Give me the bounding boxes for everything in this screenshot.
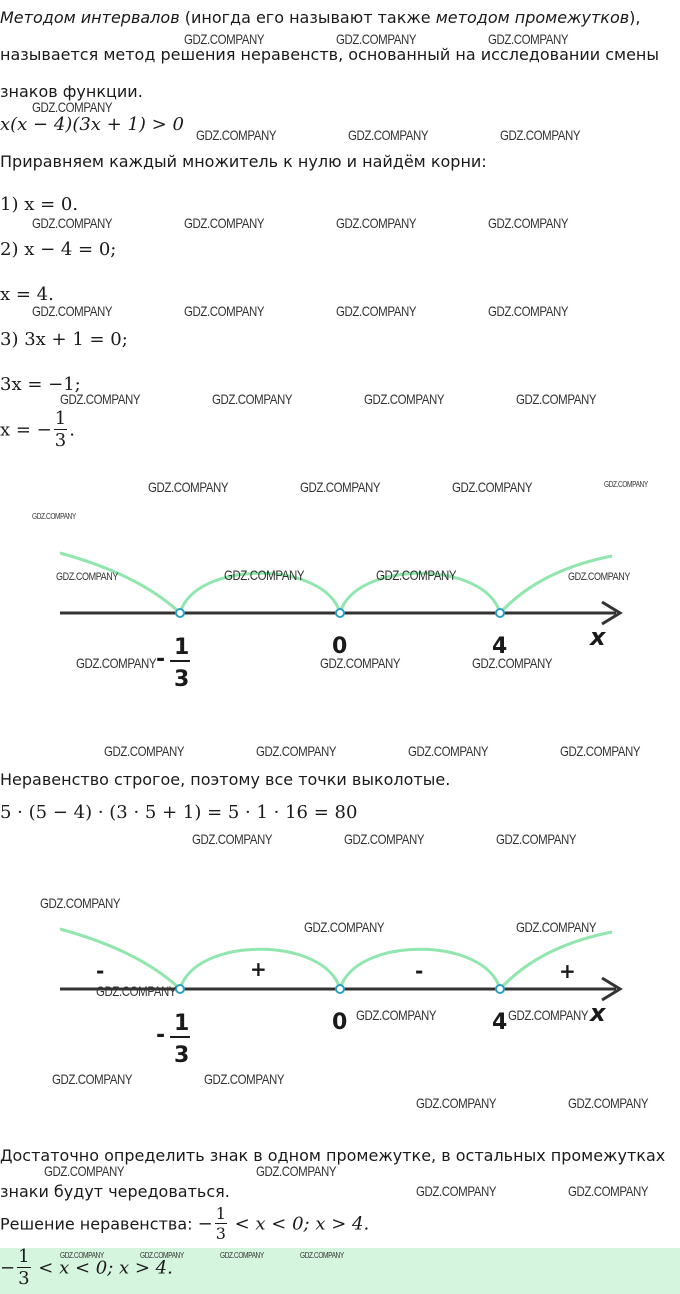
- sign-4: +: [559, 959, 576, 983]
- watermark: GDZ.COMPANY: [184, 215, 265, 231]
- term-gaps: методом промежутков: [435, 8, 630, 27]
- intro-line-1: [0, 8, 641, 27]
- sign-2: +: [250, 957, 267, 981]
- solution-num: 1: [215, 1204, 226, 1223]
- watermark: GDZ.COMPANY: [336, 303, 417, 319]
- watermark: GDZ.COMPANY: [472, 655, 553, 671]
- watermark: GDZ.COMPANY: [488, 215, 569, 231]
- answer-fraction: [17, 1248, 30, 1288]
- watermark: GDZ.COMPANY: [452, 479, 533, 495]
- point-four: [496, 609, 504, 617]
- sign-1: -: [96, 959, 105, 983]
- watermark: GDZ.COMPANY: [416, 1095, 497, 1111]
- root-1: 1) x = 0.: [0, 194, 79, 215]
- fraction: [54, 410, 67, 450]
- watermark: GDZ.COMPANY: [568, 1095, 649, 1111]
- root-2b: x = 4.: [0, 284, 54, 305]
- label-zero: 0: [332, 1010, 348, 1035]
- intro-end: ),: [629, 8, 641, 27]
- fraction-den: 3: [54, 430, 67, 451]
- watermark: GDZ.COMPANY: [32, 512, 76, 521]
- sign-3: -: [415, 959, 424, 983]
- watermark: GDZ.COMPANY: [416, 1183, 497, 1199]
- watermark: GDZ.COMPANY: [220, 1251, 264, 1260]
- watermark: GDZ.COMPANY: [184, 303, 265, 319]
- step-text: Приравняем каждый множитель к нулю и найдём корни:: [0, 152, 487, 171]
- watermark: GDZ.COMPANY: [348, 127, 429, 143]
- watermark: GDZ.COMPANY: [320, 655, 401, 671]
- arc-right: [500, 556, 612, 613]
- label-four: 4: [492, 634, 508, 659]
- watermark: GDZ.COMPANY: [224, 567, 305, 583]
- watermark: GDZ.COMPANY: [196, 127, 277, 143]
- watermark: GDZ.COMPANY: [304, 919, 385, 935]
- watermark: GDZ.COMPANY: [256, 1163, 337, 1179]
- fraction-num: 1: [54, 408, 67, 429]
- watermark: GDZ.COMPANY: [256, 743, 337, 759]
- solution-rest: < x < 0; x > 4.: [228, 1213, 370, 1235]
- watermark: GDZ.COMPANY: [500, 127, 581, 143]
- axis-label-x: x: [590, 999, 606, 1027]
- root-2a: 2) x − 4 = 0;: [0, 239, 117, 260]
- intro-mid: (иногда его называют также: [179, 8, 436, 27]
- watermark: GDZ.COMPANY: [96, 983, 177, 999]
- watermark: GDZ.COMPANY: [44, 1163, 125, 1179]
- label-den: 3: [174, 667, 190, 692]
- watermark: GDZ.COMPANY: [364, 391, 445, 407]
- number-line-1: [0, 540, 680, 700]
- watermark: GDZ.COMPANY: [40, 895, 121, 911]
- root-3b: 3x = −1;: [0, 374, 81, 395]
- root-3c-prefix: x = −: [0, 419, 52, 441]
- main-inequality: x(x − 4)(3x + 1) > 0: [0, 114, 184, 135]
- watermark: GDZ.COMPANY: [516, 391, 597, 407]
- watermark: GDZ.COMPANY: [336, 31, 417, 47]
- watermark: GDZ.COMPANY: [184, 31, 265, 47]
- watermark: GDZ.COMPANY: [568, 1183, 649, 1199]
- label-minus: -: [156, 647, 166, 672]
- calc: 5 · (5 − 4) · (3 · 5 + 1) = 5 · 1 · 16 = 80: [0, 802, 358, 823]
- watermark: GDZ.COMPANY: [300, 479, 381, 495]
- label-num: 1: [174, 635, 190, 660]
- arc-left: [60, 929, 180, 989]
- root-3a: 3) 3x + 1 = 0;: [0, 329, 128, 350]
- point-zero: [336, 985, 344, 993]
- arc-right: [500, 932, 612, 989]
- label-four: 4: [492, 1010, 508, 1035]
- watermark: GDZ.COMPANY: [148, 479, 229, 495]
- solution-label: Решение неравенства:: [0, 1214, 198, 1234]
- watermark: GDZ.COMPANY: [32, 215, 113, 231]
- point-neg-third: [176, 609, 184, 617]
- point-zero: [336, 609, 344, 617]
- watermark: GDZ.COMPANY: [32, 99, 113, 115]
- axis-label-x: x: [590, 623, 606, 651]
- watermark: GDZ.COMPANY: [496, 831, 577, 847]
- watermark: GDZ.COMPANY: [516, 919, 597, 935]
- watermark: GDZ.COMPANY: [336, 215, 417, 231]
- strict-text: Неравенство строгое, поэтому все точки выколотые.: [0, 770, 451, 789]
- watermark: GDZ.COMPANY: [60, 1251, 104, 1260]
- answer-minus: −: [0, 1257, 16, 1279]
- root-3c: [0, 410, 75, 450]
- watermark: GDZ.COMPANY: [568, 571, 630, 583]
- answer-num: 1: [18, 1246, 30, 1267]
- intro-line-3: знаков функции.: [0, 82, 143, 101]
- watermark: GDZ.COMPANY: [300, 1251, 344, 1260]
- watermark: GDZ.COMPANY: [344, 831, 425, 847]
- label-minus: -: [156, 1023, 166, 1048]
- solution-den: 3: [215, 1224, 226, 1243]
- watermark: GDZ.COMPANY: [76, 655, 157, 671]
- term-intervals: Методом интервалов: [0, 8, 180, 27]
- sign-text-1: Достаточно определить знак в одном промежутке, в остальных промежутках: [0, 1146, 666, 1165]
- watermark: GDZ.COMPANY: [56, 571, 118, 583]
- watermark: GDZ.COMPANY: [560, 743, 641, 759]
- answer-rest: < x < 0; x > 4.: [32, 1257, 173, 1279]
- watermark: GDZ.COMPANY: [356, 1007, 437, 1023]
- label-num: 1: [174, 1011, 190, 1036]
- watermark: GDZ.COMPANY: [408, 743, 489, 759]
- point-neg-third: [176, 985, 184, 993]
- watermark: GDZ.COMPANY: [508, 1007, 589, 1023]
- label-zero: 0: [332, 634, 348, 659]
- watermark: GDZ.COMPANY: [140, 1251, 184, 1260]
- solution-minus: −: [197, 1213, 213, 1235]
- watermark: GDZ.COMPANY: [604, 480, 648, 489]
- watermark: GDZ.COMPANY: [204, 1071, 285, 1087]
- intro-line-2: называется метод решения неравенств, основанный на исследовании смены: [0, 45, 660, 64]
- root-3c-suffix: .: [69, 419, 75, 441]
- watermark: GDZ.COMPANY: [192, 831, 273, 847]
- answer-den: 3: [18, 1268, 30, 1289]
- watermark: GDZ.COMPANY: [212, 391, 293, 407]
- arc-left: [60, 553, 180, 613]
- watermark: GDZ.COMPANY: [60, 391, 141, 407]
- watermark: GDZ.COMPANY: [52, 1071, 133, 1087]
- point-four: [496, 985, 504, 993]
- label-den: 3: [174, 1043, 190, 1068]
- watermark: GDZ.COMPANY: [488, 31, 569, 47]
- watermark: GDZ.COMPANY: [488, 303, 569, 319]
- solution-line: [0, 1206, 369, 1242]
- watermark: GDZ.COMPANY: [104, 743, 185, 759]
- watermark: GDZ.COMPANY: [376, 567, 457, 583]
- sign-text-2: знаки будут чередоваться.: [0, 1182, 230, 1201]
- watermark: GDZ.COMPANY: [32, 303, 113, 319]
- solution-fraction: [215, 1206, 227, 1242]
